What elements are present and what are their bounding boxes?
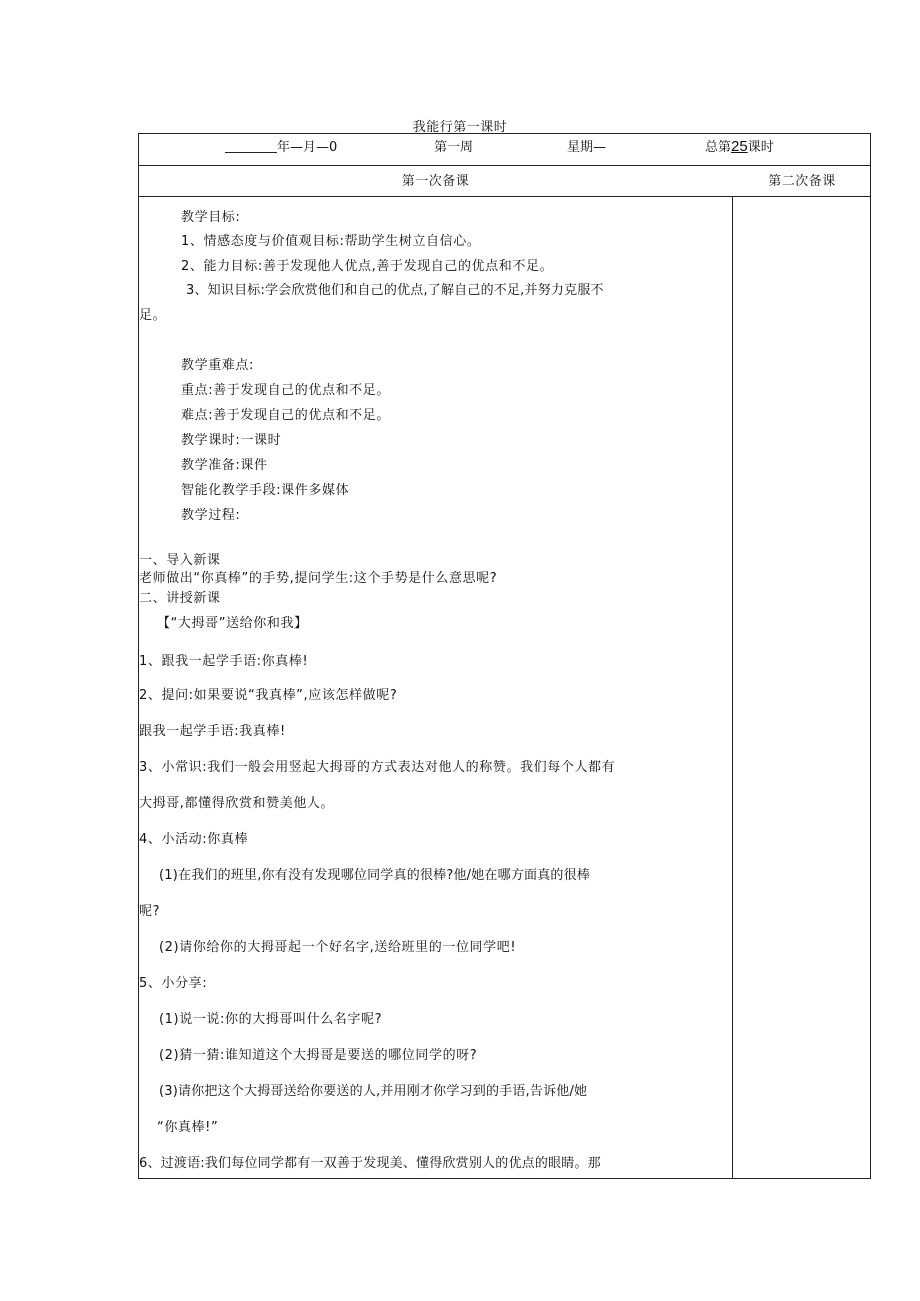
weekday-label: 星期— <box>567 140 607 155</box>
step-6: 6、过渡语:我们每位同学都有一双善于发现美、懂得欣赏别人的优点的眼睛。那 <box>139 1156 601 1171</box>
step-4-2: (2)请你给你的大拇哥起一个好名字,送给班里的一位同学吧! <box>159 940 517 955</box>
key-point: 重点:善于发现自己的优点和不足。 <box>181 383 390 398</box>
step-1: 1、跟我一起学手语:你真棒! <box>139 654 309 669</box>
objective-3a: 3、知识目标:学会欣赏他们和自己的优点,了解自己的不足,并努力克服不 <box>186 283 604 298</box>
step-5-2: (2)猜一猜:谁知道这个大拇哥是要送的哪位同学的呀? <box>159 1048 478 1063</box>
year-blank <box>225 140 277 153</box>
total-prefix: 总第 <box>705 140 732 155</box>
teaching-prep: 教学准备:课件 <box>181 458 268 473</box>
step-4-1a: (1)在我们的班里,你有没有发现哪位同学真的很棒?他/她在哪方面真的很棒 <box>159 868 591 883</box>
step-2: 2、提问:如果要说“我真棒”,应该怎样做呢? <box>139 688 398 703</box>
divider <box>139 196 870 197</box>
step-5: 5、小分享: <box>139 976 208 991</box>
objective-1: 1、情感态度与价值观目标:帮助学生树立自信心。 <box>181 234 481 249</box>
section-2-title: 二、讲授新课 <box>139 591 221 606</box>
section-1-text: 老师做出“你真棒”的手势,提问学生:这个手势是什么意思呢? <box>139 571 498 586</box>
step-3a: 3、小常识:我们一般会用竖起大拇哥的方式表达对他人的称赞。我们每个人都有 <box>139 760 616 775</box>
step-4-1b: 呢? <box>139 904 161 919</box>
step-2b: 跟我一起学手语:我真棒! <box>139 724 286 739</box>
step-5-3b: “你真棒!” <box>157 1120 219 1135</box>
step-3b: 大拇哥,都懂得欣赏和赞美他人。 <box>139 796 335 811</box>
date-field <box>225 136 337 155</box>
step-4: 4、小活动:你真棒 <box>139 832 249 847</box>
key-points-title: 教学重难点: <box>181 358 254 373</box>
total-suffix: 课时 <box>747 140 774 155</box>
divider <box>139 165 870 166</box>
step-5-3a: (3)请你把这个大拇哥送给你要送的人,并用刚才你学习到的手语,告诉他/她 <box>159 1084 588 1099</box>
total-number: 25 <box>731 138 748 155</box>
column-divider <box>732 197 733 1178</box>
objective-3b: 足。 <box>139 308 167 323</box>
teaching-hours: 教学课时:一课时 <box>181 433 282 448</box>
smart-tools: 智能化教学手段:课件多媒体 <box>181 483 350 498</box>
process-title: 教学过程: <box>181 508 241 523</box>
second-prep-header: 第二次备课 <box>768 174 836 189</box>
lesson-title: 我能行第一课时 <box>412 120 508 135</box>
lesson-plan-table <box>138 133 871 1179</box>
section-1-title: 一、导入新课 <box>139 553 221 568</box>
first-prep-header: 第一次备课 <box>401 174 470 189</box>
difficulty: 难点:善于发现自己的优点和不足。 <box>181 408 390 423</box>
week-label: 第一周 <box>434 140 474 155</box>
objective-2: 2、能力目标:善于发现他人优点,善于发现自己的优点和不足。 <box>181 259 554 274</box>
step-5-1: (1)说一说:你的大拇哥叫什么名字呢? <box>159 1012 383 1027</box>
total-hours <box>705 136 774 155</box>
objectives-title: 教学目标: <box>181 210 241 225</box>
section-2-subtitle: 【“大拇哥”送给你和我】 <box>157 616 308 631</box>
date-suffix: 年—月—0 <box>277 140 338 155</box>
